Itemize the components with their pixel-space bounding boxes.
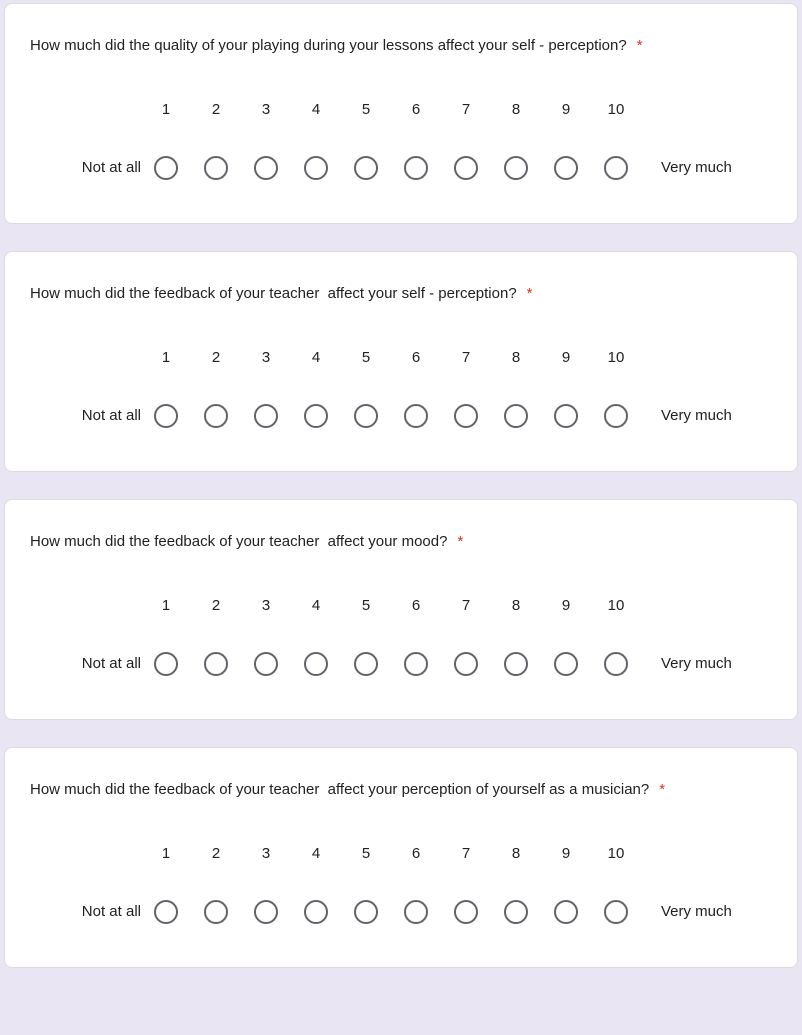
scale-radio-q2-2[interactable] xyxy=(204,404,228,428)
scale-max-label: Very much xyxy=(661,655,732,672)
scale-option-number-8: 8 xyxy=(511,845,521,862)
scale-radio-q1-4[interactable] xyxy=(304,156,328,180)
scale-radio-row xyxy=(30,900,773,924)
scale-radio-cell xyxy=(341,404,391,428)
scale-radio-q4-3[interactable] xyxy=(254,900,278,924)
scale-radio-cell xyxy=(491,900,541,924)
scale-radio-cell xyxy=(491,652,541,676)
scale-radio-cell xyxy=(241,404,291,428)
question-title-row xyxy=(30,528,773,556)
scale-radio-cells xyxy=(141,156,641,180)
scale-radio-q3-9[interactable] xyxy=(554,652,578,676)
required-asterisk: * xyxy=(659,781,666,798)
scale-radio-cell xyxy=(491,404,541,428)
scale-radio-q3-10[interactable] xyxy=(604,652,628,676)
scale-radio-q4-7[interactable] xyxy=(454,900,478,924)
question-card-1 xyxy=(4,3,798,224)
scale-radio-cell xyxy=(541,156,591,180)
scale-option-number-8: 8 xyxy=(511,597,521,614)
scale-option-number-7: 7 xyxy=(461,349,471,366)
scale-radio-cell xyxy=(291,652,341,676)
question-card-4 xyxy=(4,747,798,968)
scale-option-number-3: 3 xyxy=(261,349,271,366)
scale-radio-q4-10[interactable] xyxy=(604,900,628,924)
scale-number-row xyxy=(141,348,773,368)
scale-radio-cell xyxy=(141,156,191,180)
question-title-row xyxy=(30,280,773,308)
scale-option-number-4: 4 xyxy=(311,845,321,862)
scale-radio-q4-1[interactable] xyxy=(154,900,178,924)
scale-radio-cell xyxy=(141,652,191,676)
scale-option-number-9: 9 xyxy=(561,597,571,614)
scale-radio-q4-6[interactable] xyxy=(404,900,428,924)
scale-radio-cell xyxy=(341,156,391,180)
scale-radio-q1-1[interactable] xyxy=(154,156,178,180)
scale-option-number-7: 7 xyxy=(461,101,471,118)
scale-radio-q3-1[interactable] xyxy=(154,652,178,676)
scale-option-number-5: 5 xyxy=(361,101,371,118)
scale-radio-cells xyxy=(141,652,641,676)
scale-radio-q1-8[interactable] xyxy=(504,156,528,180)
question-title: How much did the feedback of your teacher affect your perception of yourself as a musician? xyxy=(30,781,650,798)
scale-radio-cell xyxy=(591,652,641,676)
scale-min-label: Not at all xyxy=(81,407,141,424)
linear-scale xyxy=(30,348,773,428)
linear-scale xyxy=(30,844,773,924)
scale-radio-q2-7[interactable] xyxy=(454,404,478,428)
scale-radio-cell xyxy=(441,900,491,924)
scale-radio-cell xyxy=(441,652,491,676)
scale-radio-cell xyxy=(591,900,641,924)
scale-radio-cell xyxy=(391,404,441,428)
scale-option-number-2: 2 xyxy=(211,101,221,118)
scale-option-number-3: 3 xyxy=(261,845,271,862)
scale-option-number-1: 1 xyxy=(161,101,171,118)
scale-radio-cell xyxy=(541,900,591,924)
scale-radio-cell xyxy=(241,900,291,924)
scale-radio-q2-10[interactable] xyxy=(604,404,628,428)
scale-option-number-9: 9 xyxy=(561,845,571,862)
scale-option-number-6: 6 xyxy=(411,349,421,366)
scale-option-number-5: 5 xyxy=(361,349,371,366)
scale-radio-q2-5[interactable] xyxy=(354,404,378,428)
scale-option-number-9: 9 xyxy=(561,349,571,366)
scale-radio-q1-3[interactable] xyxy=(254,156,278,180)
scale-option-number-4: 4 xyxy=(311,349,321,366)
question-title: How much did the quality of your playing during your lessons affect your self - perception? xyxy=(30,37,627,54)
scale-max-label: Very much xyxy=(661,903,732,920)
scale-option-number-6: 6 xyxy=(411,845,421,862)
scale-radio-q2-9[interactable] xyxy=(554,404,578,428)
scale-radio-cell xyxy=(291,404,341,428)
scale-option-number-8: 8 xyxy=(511,101,521,118)
question-title: How much did the feedback of your teacher affect your self - perception? xyxy=(30,285,517,302)
scale-option-number-1: 1 xyxy=(161,349,171,366)
scale-radio-q3-3[interactable] xyxy=(254,652,278,676)
question-title: How much did the feedback of your teacher affect your mood? xyxy=(30,533,448,550)
scale-radio-cell xyxy=(491,156,541,180)
scale-radio-cell xyxy=(591,404,641,428)
scale-option-number-9: 9 xyxy=(561,101,571,118)
scale-radio-row xyxy=(30,156,773,180)
scale-option-number-10: 10 xyxy=(607,101,625,118)
scale-option-number-4: 4 xyxy=(311,597,321,614)
scale-radio-q1-5[interactable] xyxy=(354,156,378,180)
scale-radio-cell xyxy=(391,900,441,924)
scale-radio-q2-6[interactable] xyxy=(404,404,428,428)
scale-radio-q2-3[interactable] xyxy=(254,404,278,428)
scale-radio-cell xyxy=(341,652,391,676)
scale-option-number-7: 7 xyxy=(461,597,471,614)
scale-radio-cell xyxy=(591,156,641,180)
linear-scale xyxy=(30,100,773,180)
scale-min-label: Not at all xyxy=(81,903,141,920)
scale-radio-q3-2[interactable] xyxy=(204,652,228,676)
scale-radio-row xyxy=(30,652,773,676)
scale-radio-cell xyxy=(441,156,491,180)
scale-min-label: Not at all xyxy=(81,159,141,176)
scale-option-number-2: 2 xyxy=(211,597,221,614)
scale-radio-q3-6[interactable] xyxy=(404,652,428,676)
scale-radio-cells xyxy=(141,900,641,924)
scale-radio-cell xyxy=(141,900,191,924)
scale-radio-q2-8[interactable] xyxy=(504,404,528,428)
scale-radio-q4-2[interactable] xyxy=(204,900,228,924)
scale-number-row xyxy=(141,100,773,120)
scale-radio-q3-4[interactable] xyxy=(304,652,328,676)
required-asterisk: * xyxy=(457,533,464,550)
scale-option-number-10: 10 xyxy=(607,845,625,862)
scale-radio-q1-9[interactable] xyxy=(554,156,578,180)
scale-number-row xyxy=(141,844,773,864)
scale-option-number-2: 2 xyxy=(211,349,221,366)
scale-min-label: Not at all xyxy=(81,655,141,672)
question-title-row xyxy=(30,32,773,60)
scale-radio-q2-4[interactable] xyxy=(304,404,328,428)
scale-radio-cell xyxy=(541,652,591,676)
scale-radio-cell xyxy=(441,404,491,428)
scale-radio-cell xyxy=(241,156,291,180)
scale-option-number-2: 2 xyxy=(211,845,221,862)
scale-option-number-4: 4 xyxy=(311,101,321,118)
question-card-3 xyxy=(4,499,798,720)
scale-radio-q4-8[interactable] xyxy=(504,900,528,924)
scale-option-number-7: 7 xyxy=(461,845,471,862)
scale-option-number-1: 1 xyxy=(161,597,171,614)
scale-radio-cells xyxy=(141,404,641,428)
scale-radio-q1-10[interactable] xyxy=(604,156,628,180)
scale-radio-q2-1[interactable] xyxy=(154,404,178,428)
scale-radio-cell xyxy=(541,404,591,428)
scale-radio-q3-7[interactable] xyxy=(454,652,478,676)
question-title-row xyxy=(30,776,773,804)
scale-option-number-8: 8 xyxy=(511,349,521,366)
question-card-2 xyxy=(4,251,798,472)
scale-radio-cell xyxy=(341,900,391,924)
scale-radio-q3-5[interactable] xyxy=(354,652,378,676)
scale-radio-cell xyxy=(191,652,241,676)
scale-radio-q1-6[interactable] xyxy=(404,156,428,180)
scale-option-number-3: 3 xyxy=(261,597,271,614)
linear-scale xyxy=(30,596,773,676)
scale-option-number-10: 10 xyxy=(607,349,625,366)
scale-option-number-10: 10 xyxy=(607,597,625,614)
scale-radio-cell xyxy=(391,652,441,676)
scale-radio-cell xyxy=(191,900,241,924)
scale-radio-q4-9[interactable] xyxy=(554,900,578,924)
scale-option-number-5: 5 xyxy=(361,845,371,862)
scale-radio-q1-7[interactable] xyxy=(454,156,478,180)
scale-option-number-5: 5 xyxy=(361,597,371,614)
required-asterisk: * xyxy=(636,37,643,54)
scale-radio-cell xyxy=(291,156,341,180)
scale-radio-cell xyxy=(291,900,341,924)
scale-radio-row xyxy=(30,404,773,428)
scale-radio-cell xyxy=(191,156,241,180)
scale-radio-q3-8[interactable] xyxy=(504,652,528,676)
scale-radio-q1-2[interactable] xyxy=(204,156,228,180)
required-asterisk: * xyxy=(526,285,533,302)
scale-option-number-1: 1 xyxy=(161,845,171,862)
scale-radio-cell xyxy=(241,652,291,676)
scale-option-number-6: 6 xyxy=(411,597,421,614)
scale-max-label: Very much xyxy=(661,159,732,176)
scale-radio-cell xyxy=(141,404,191,428)
scale-radio-q4-4[interactable] xyxy=(304,900,328,924)
scale-radio-cell xyxy=(391,156,441,180)
scale-option-number-3: 3 xyxy=(261,101,271,118)
scale-radio-q4-5[interactable] xyxy=(354,900,378,924)
scale-option-number-6: 6 xyxy=(411,101,421,118)
scale-radio-cell xyxy=(191,404,241,428)
scale-number-row xyxy=(141,596,773,616)
scale-max-label: Very much xyxy=(661,407,732,424)
